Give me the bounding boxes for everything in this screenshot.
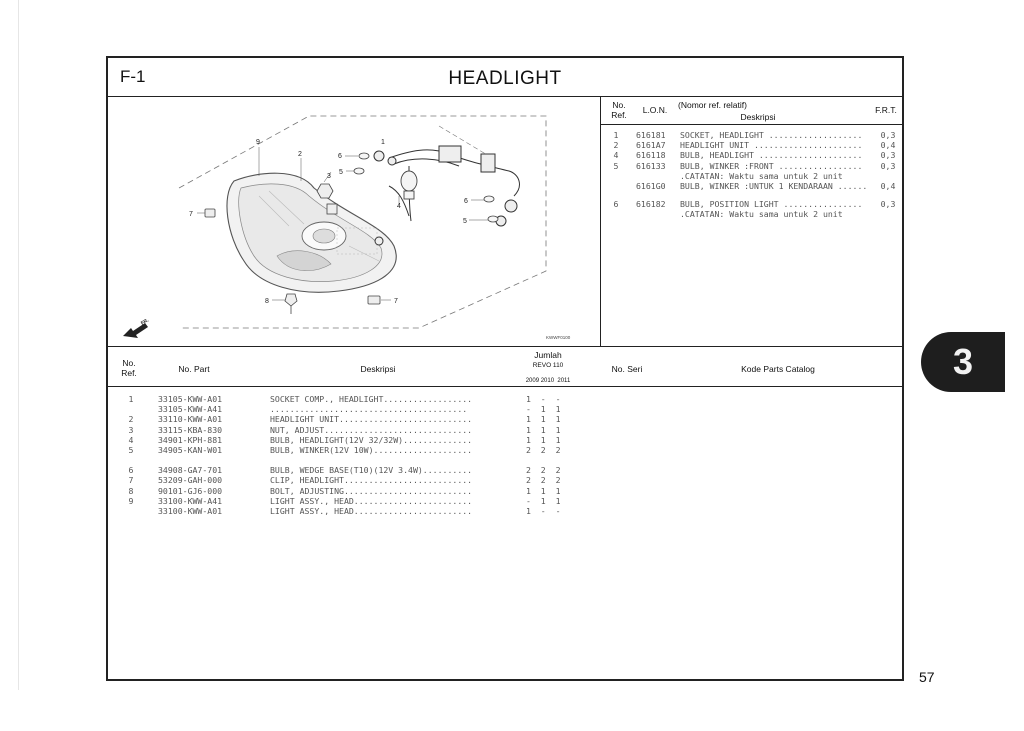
parts-row-ref: 6	[128, 465, 134, 476]
parts-row-ref: 5	[128, 445, 134, 455]
parts-row-ref: 9	[128, 495, 134, 506]
parts-row-desc: BULB, HEADLIGHT(12V 32/32W)..............	[270, 434, 473, 445]
parts-top-divider	[108, 346, 904, 347]
parts-header-no-seri: No. Seri	[611, 364, 643, 374]
lon-row-desc: HEADLIGHT UNIT ......................	[680, 140, 863, 151]
lon-header-no	[604, 100, 634, 120]
callout-9: 9	[256, 139, 260, 146]
page-title: HEADLIGHT	[448, 68, 562, 89]
lon-row-frt: 0,4	[880, 181, 896, 191]
parts-header-no-part: No. Part	[178, 364, 210, 374]
diagram-divider	[600, 96, 601, 346]
parts-row-desc: CLIP, HEADLIGHT..........................	[270, 475, 473, 486]
headlight-bulb-drawing	[401, 171, 417, 199]
lon-row-frt: 0,3	[880, 130, 896, 140]
section-tab[interactable]: 3	[921, 332, 1005, 392]
lon-header-deskripsi: Deskripsi	[740, 112, 776, 122]
parts-row-part-number: 34908-GA7-701	[158, 465, 223, 476]
parts-row-ref: 3	[128, 424, 134, 435]
lon-row-code: 616182	[636, 199, 666, 210]
lon-row-code: 616133	[636, 160, 666, 171]
parts-row-qty: 1 1 1	[526, 434, 561, 445]
parts-header-no-ref-text: No. Ref.	[121, 358, 137, 378]
parts-row-qty: 1 - -	[526, 394, 561, 404]
parts-row-ref: 2	[128, 414, 134, 425]
parts-row-desc: ........................................	[270, 404, 468, 415]
callout-8: 8	[265, 298, 269, 305]
callout-4: 4	[397, 203, 401, 210]
lon-row-desc: BULB, WINKER :UNTUK 1 KENDARAAN ......	[680, 181, 868, 191]
callout-6a: 6	[338, 153, 342, 160]
lon-row-code: 6161G0	[636, 181, 666, 191]
callout-1: 1	[381, 139, 385, 146]
callout-2: 2	[298, 151, 302, 158]
callout-7b: 7	[394, 298, 398, 305]
lon-header-lon: L.O.N.	[642, 105, 668, 115]
callout-7a: 7	[189, 211, 193, 218]
parts-row-desc: BOLT, ADJUSTING..........................	[270, 485, 473, 496]
lon-row-desc: BULB, WINKER :FRONT .................	[680, 160, 863, 171]
lon-header-no-text: No. Ref.	[611, 100, 627, 120]
parts-row-part-number: 33105-KWW-A41	[158, 404, 223, 415]
lon-row-desc: SOCKET, HEADLIGHT ...................	[680, 130, 863, 140]
parts-header-deskripsi: Deskripsi	[360, 364, 396, 374]
lon-row-no: 4	[613, 150, 619, 161]
parts-header-jumlah: Jumlah	[534, 350, 562, 360]
lon-header-nomor-ref: (Nomor ref. relatif)	[678, 100, 747, 110]
lon-row-frt: 0,3	[880, 150, 896, 161]
parts-row-qty: 2 2 2	[526, 445, 561, 455]
parts-header-divider	[108, 386, 904, 387]
lon-header-frt: F.R.T.	[875, 105, 897, 115]
callout-5a: 5	[339, 169, 343, 176]
parts-row-ref: 1	[128, 394, 134, 404]
parts-row-part-number: 33110-KWW-A01	[158, 414, 223, 425]
parts-row-qty: 1 1 1	[526, 424, 561, 435]
page-number: 57	[919, 669, 935, 685]
lon-row-desc: BULB, HEADLIGHT .....................	[680, 150, 863, 161]
callout-3: 3	[327, 173, 331, 180]
front-arrow-icon	[123, 317, 151, 338]
bolt-drawing	[285, 294, 297, 314]
parts-row-desc: BULB, WINKER(12V 10W)....................	[270, 445, 473, 455]
parts-header-model: REVO 110	[532, 362, 564, 369]
front-label: FR.	[140, 317, 150, 327]
callout-5b: 5	[463, 218, 467, 225]
small-bulbs-drawing	[354, 153, 498, 222]
parts-row-desc: HEADLIGHT UNIT...........................	[270, 414, 473, 425]
parts-row-part-number: 33105-KWW-A01	[158, 394, 223, 404]
socket-harness-drawing	[374, 146, 519, 245]
headlight-diagram	[109, 96, 599, 346]
lon-row-no: 1	[613, 130, 619, 140]
parts-row-ref: 4	[128, 434, 134, 445]
catalog-frame	[106, 56, 904, 681]
parts-row-desc: NUT, ADJUST..............................	[270, 424, 473, 435]
parts-row-desc: LIGHT ASSY., HEAD........................	[270, 495, 473, 506]
lon-row-desc: .CATATAN: Waktu sama untuk 2 unit	[680, 209, 843, 220]
parts-row-part-number: 33115-KBA-830	[158, 424, 223, 435]
parts-row-qty: - 1 1	[526, 495, 561, 506]
parts-row-desc: SOCKET COMP., HEADLIGHT..................	[270, 394, 473, 404]
headlight-unit-drawing	[227, 173, 396, 292]
figure-id: F-1	[120, 67, 146, 86]
parts-row-qty: 1 1 1	[526, 414, 561, 425]
parts-row-qty: 1 1 1	[526, 485, 561, 496]
parts-row-part-number: 34901-KPH-881	[158, 434, 223, 445]
parts-row-desc: BULB, WEDGE BASE(T10)(12V 3.4W)..........	[270, 465, 473, 476]
lon-row-frt: 0,3	[880, 199, 896, 210]
parts-row-part-number: 33100-KWW-A41	[158, 495, 223, 506]
parts-row-ref: 8	[128, 485, 134, 496]
parts-row-part-number: 33100-KWW-A01	[158, 506, 223, 516]
lon-row-no: 6	[613, 199, 619, 210]
diagram-code: KWWF0100	[546, 335, 571, 340]
parts-row-qty: 2 2 2	[526, 465, 561, 476]
parts-header-no-ref	[114, 358, 144, 378]
lon-row-frt: 0,3	[880, 160, 896, 171]
lon-row-code: 616181	[636, 130, 666, 140]
parts-row-qty: 2 2 2	[526, 475, 561, 486]
parts-row-part-number: 53209-GAH-000	[158, 475, 223, 486]
lon-row-frt: 0,4	[880, 140, 896, 151]
lon-row-no: 2	[613, 140, 619, 151]
lon-header-divider	[601, 124, 904, 125]
parts-row-desc: LIGHT ASSY., HEAD........................	[270, 506, 473, 516]
lon-row-desc: BULB, POSITION LIGHT ................	[680, 199, 863, 210]
parts-header-kode: Kode Parts Catalog	[741, 364, 815, 374]
lon-row-desc: .CATATAN: Waktu sama untuk 2 unit	[680, 170, 843, 181]
lon-row-no: 5	[613, 160, 619, 171]
parts-row-part-number: 34905-KAN-W01	[158, 445, 223, 455]
parts-row-ref: 7	[128, 475, 134, 486]
page-edge	[18, 0, 19, 690]
lon-row-code: 6161A7	[636, 140, 666, 151]
parts-header-years: 2009 2010 2011	[525, 378, 571, 384]
parts-row-qty: - 1 1	[526, 404, 561, 415]
callout-6b: 6	[464, 198, 468, 205]
lon-row-code: 616118	[636, 150, 666, 161]
parts-row-qty: 1 - -	[526, 506, 561, 516]
parts-row-part-number: 90101-GJ6-000	[158, 485, 223, 496]
